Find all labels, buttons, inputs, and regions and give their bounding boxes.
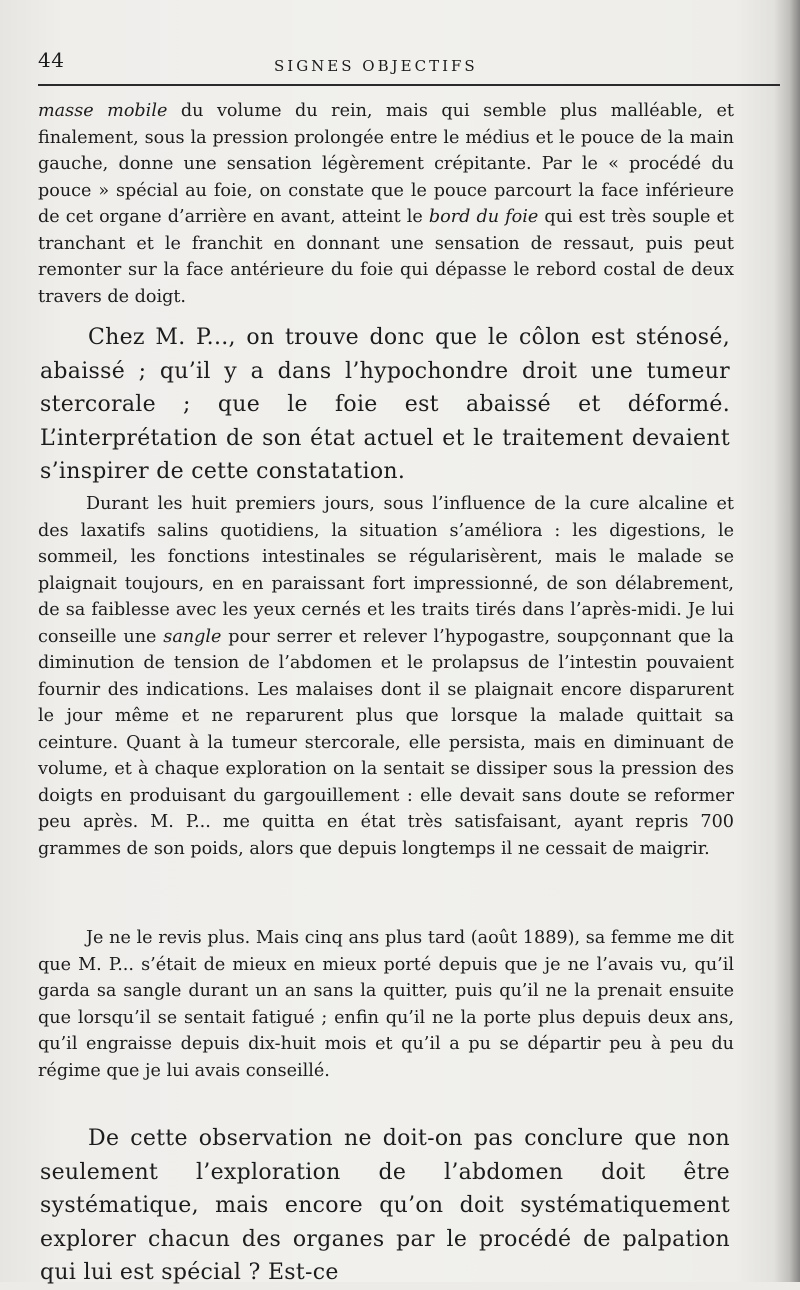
paragraph-4: Je ne le revis plus. Mais cinq ans plus tard (août 1889), sa femme me dit que M. P... s’était de mieux en mieux porté depuis que je ne l’avais vu, qu’il garda sa sangle durant un an sans la quitter, puis qu’il ne la prenait ensuite que lorsqu’il se sentait fatigué ; enfin qu’il ne la porte plus depuis deux ans, qu’il engraisse depuis dix-huit mois et qu’il a pu se départir peu à peu du régime que je lui avais conseillé.	[38, 928, 734, 1081]
paragraph-3-text-c: pour serrer et relever l’hypogastre, soupçonnant que la diminution de tension de l’abdomen et le prolapsus de l’intestin pouvaient fournir des indications. Les malaises dont il se plaignait encore disparurent le jour même et ne reparurent plus que lorsque la malade quittait sa ceinture. Quant à la tumeur stercorale, elle persista, mais en diminuant de volume, et à chaque exploration on la sentait se dissiper sous la pression des doigts en produisant du gargouillement : elle devait sans doute se reformer peu après. M. P... me quitta en état très satisfaisant, ayant repris 700 grammes de son poids, alors que depuis longtemps il ne cessait de maigrir.	[38, 626, 734, 859]
running-title: SIGNES OBJECTIFS	[274, 57, 478, 75]
paragraph-5: De cette observation ne doit-on pas conclure que non seulement l’exploration de l’abdomen doit être systématique, mais encore qu’on doit systématiquement explorer chacun des organes par le procédé de palpation qui lui est spécial ? Est-ce	[40, 1126, 730, 1285]
paragraph-1	[38, 98, 734, 310]
paragraph-3	[38, 491, 734, 862]
page-header	[38, 44, 780, 84]
italic-phrase-masse-mobile: masse mobile	[38, 101, 168, 121]
paragraph-1-text-a: du volume du rein, mais qui semble plus malléable, et finalement, sous la pression prolongée entre le médius et le pouce de la main gauche, donne une sensation légèrement crépitante. Par le « procédé du pouce » spécial au foie, on constate que le pouce parcourt la face inférieure de cet organe d’arrière en avant, atteint le	[38, 101, 734, 227]
paragraph-1-text-c: qui est très souple et tranchant et le franchit en donnant une sensation de ressaut, puis peut remonter sur la face antérieure du foie qui dépasse le rebord costal de deux travers de doigt.	[38, 207, 734, 307]
italic-phrase-bord-du-foie: bord du foie	[428, 207, 539, 227]
page-number: 44	[38, 48, 65, 72]
page-edge-shadow	[774, 0, 800, 1282]
italic-word-sangle: sangle	[163, 626, 222, 647]
header-rule	[38, 84, 780, 86]
paragraph-3-text-a: Durant les huit premiers jours, sous l’influence de la cure alcaline et des laxatifs salins quotidiens, la situation s’améliora : les digestions, le sommeil, les fonctions intestinales se régularisèrent, mais le malade se plaignait toujours, en en paraissant fort impressionné, de son délabrement, de sa faiblesse avec les yeux cernés et les traits tirés dans l’après-midi. Je lui conseille une	[38, 494, 734, 647]
paragraph-2: Chez M. P..., on trouve donc que le côlon est sténosé, abaissé ; qu’il y a dans l’hypochondre droit une tumeur stercorale ; que le foie est abaissé et déformé. L’interprétation de son état actuel et le traitement devaient s’inspirer de cette constatation.	[40, 325, 730, 484]
